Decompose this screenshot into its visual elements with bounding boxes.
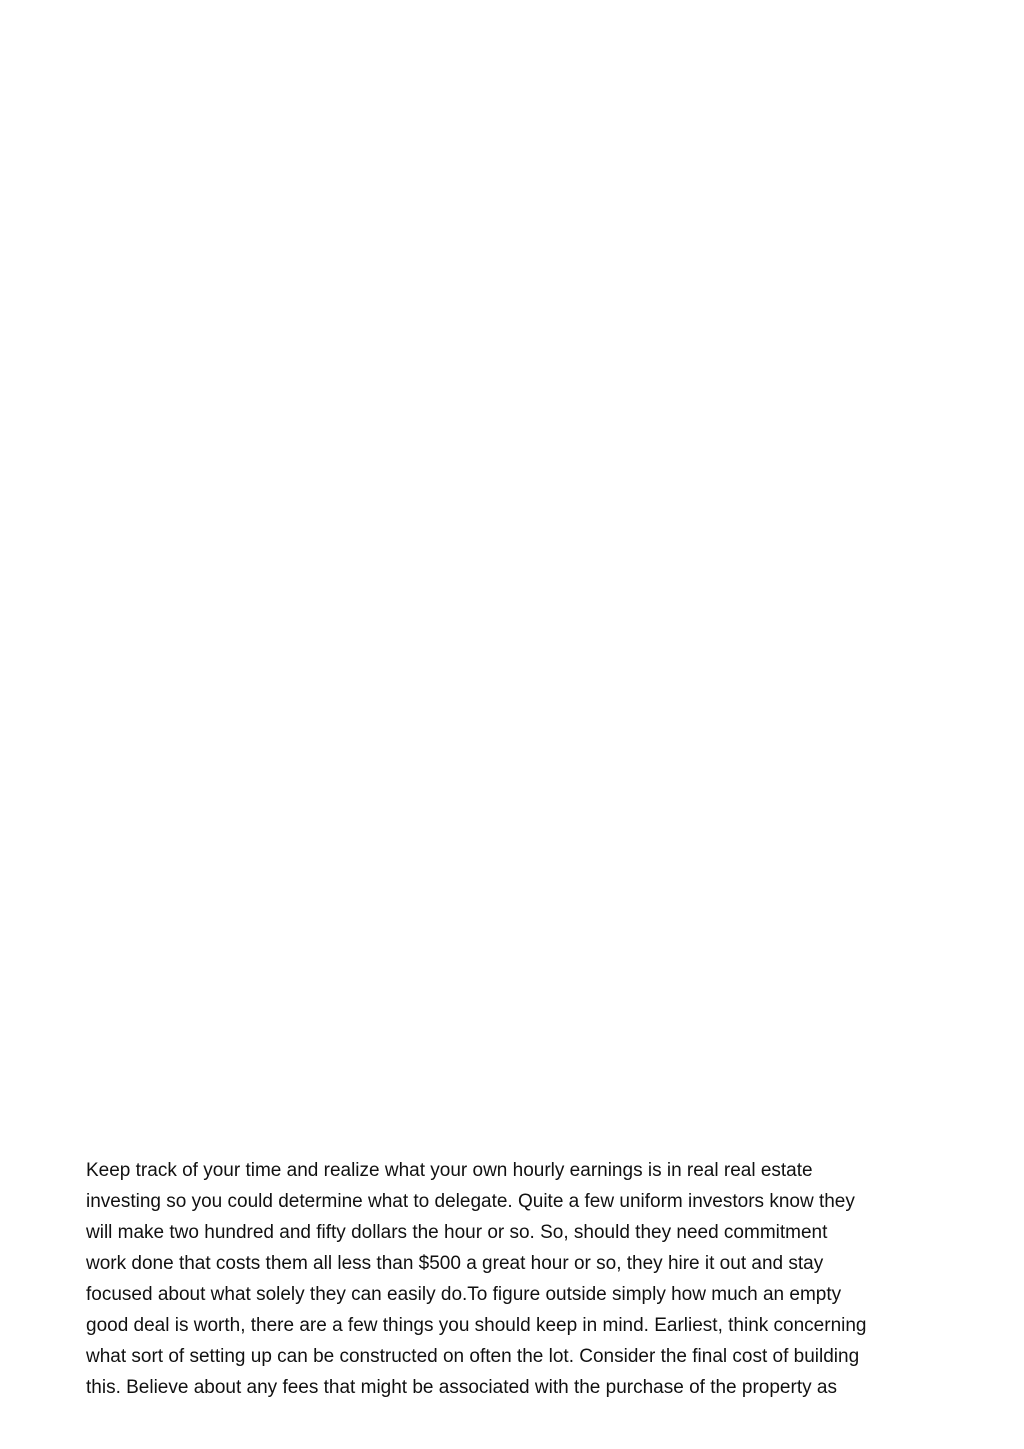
paragraph-line: investing so you could determine what to delegate. Quite a few uniform investors know they: [86, 1191, 855, 1212]
paragraph-line: this. Believe about any fees that might be associated with the purchase of the property as: [86, 1377, 837, 1398]
paragraph-line: what sort of setting up can be constructed on often the lot. Consider the final cost of building: [86, 1346, 860, 1367]
body-paragraph: [86, 1155, 966, 1403]
paragraph-line: focused about what solely they can easily do.To figure outside simply how much an empty: [86, 1284, 842, 1305]
paragraph-line: good deal is worth, there are a few things you should keep in mind. Earliest, think concerning: [86, 1315, 867, 1336]
paragraph-line: will make two hundred and fifty dollars the hour or so. So, should they need commitment: [86, 1222, 828, 1243]
paragraph-line: Keep track of your time and realize what your own hourly earnings is in real real estate: [86, 1160, 813, 1181]
paragraph-line: work done that costs them all less than $500 a great hour or so, they hire it out and stay: [86, 1253, 824, 1274]
